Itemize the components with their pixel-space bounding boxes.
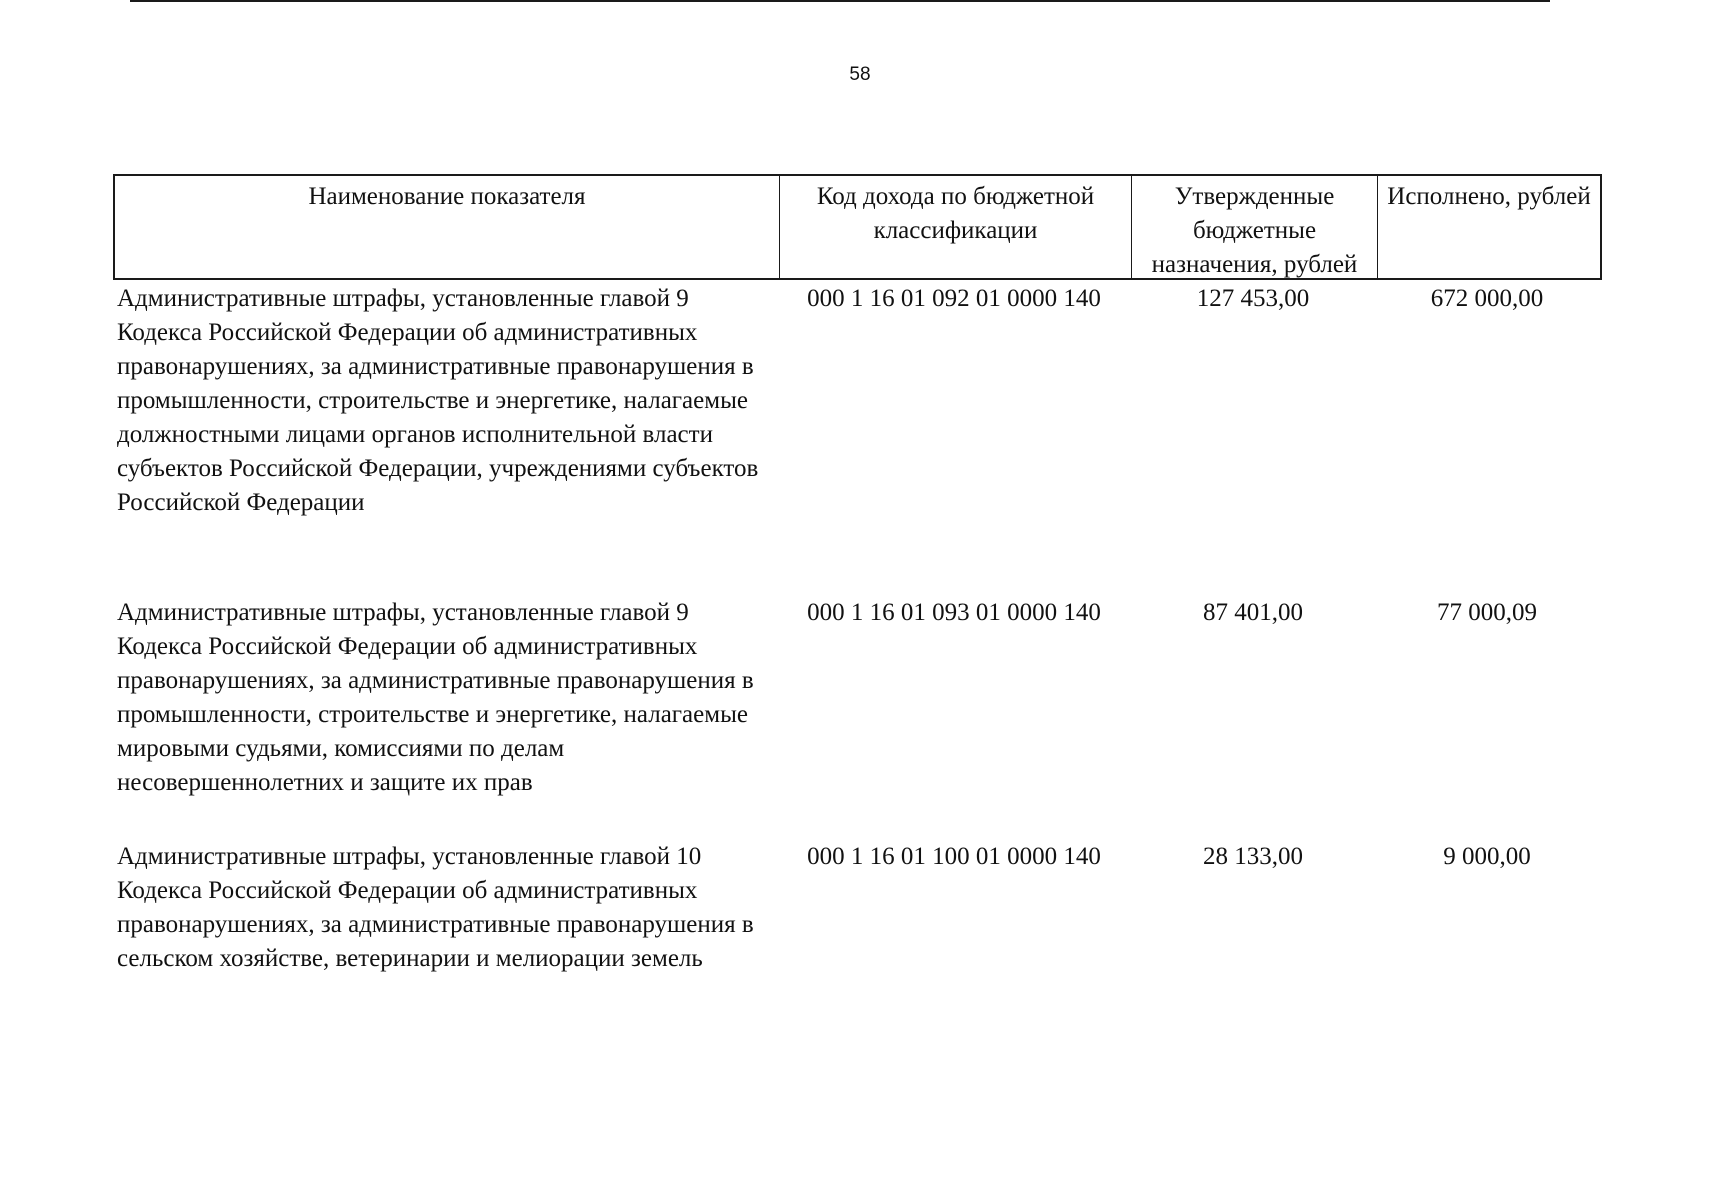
top-border-rule [130,0,1550,2]
indicator-name-cell: Административные штрафы, установленные главой 10 Кодекса Российской Федерации об административных правонарушениях, за административные правонарушения в сельском хозяйстве, ветеринарии и мелиорации земель [117,843,754,972]
executed-amount-cell: 77 000,09 [1437,599,1537,626]
header-indicator-name: Наименование показателя [115,176,780,278]
indicator-name-cell: Административные штрафы, установленные главой 9 Кодекса Российской Федерации об административных правонарушениях, за административные правонарушения в промышленности, строительстве и энергетике, налагаемые мировыми судьями, комиссиями по делам несовершеннолетних и защите их прав [117,599,754,796]
table-row [113,282,1602,520]
income-code-cell: 000 1 16 01 093 01 0000 140 [807,599,1101,626]
executed-amount-cell: 672 000,00 [1430,285,1544,312]
header-approved-budget: Утвержденные бюджетные назначения, рублей [1132,176,1378,278]
header-executed: Исполнено, рублей [1387,183,1591,210]
executed-amount-cell: 9 000,00 [1443,843,1531,870]
indicator-name-cell: Административные штрафы, установленные главой 9 Кодекса Российской Федерации об административных правонарушениях, за административные правонарушения в промышленности, строительстве и энергетике, налагаемые должностными лицами органов исполнительной власти субъектов Российской Федерации, учреждениями субъектов Российской Федерации [117,285,759,516]
header-income-code: Код дохода по бюджетной классификации [780,176,1132,278]
income-code-cell: 000 1 16 01 100 01 0000 140 [807,843,1101,870]
table-row [113,596,1602,800]
approved-amount-cell: 28 133,00 [1203,843,1303,870]
income-code-cell: 000 1 16 01 092 01 0000 140 [807,285,1101,312]
approved-amount-cell: 87 401,00 [1203,599,1303,626]
table-row [113,840,1602,976]
approved-amount-cell: 127 453,00 [1196,285,1310,312]
table-header [113,174,1602,280]
page-number: 58 [849,64,871,85]
